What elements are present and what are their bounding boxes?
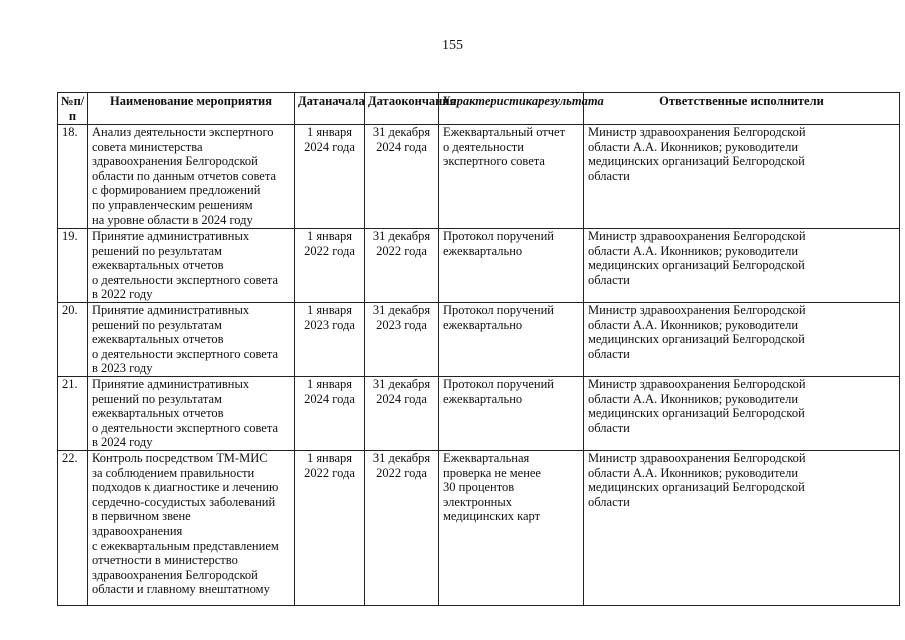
cell-text-line: в 2023 году bbox=[92, 361, 153, 376]
table-row bbox=[58, 229, 900, 303]
cell-text-line: за соблюдением правильности bbox=[92, 465, 255, 480]
start-date bbox=[295, 377, 365, 451]
cell-text-line: Министр здравоохранения Белгородской bbox=[588, 125, 806, 139]
cell-text-line: на уровне области в 2024 году bbox=[92, 212, 253, 227]
cell-text-line: в первичном звене bbox=[92, 509, 191, 524]
start-date bbox=[295, 229, 365, 303]
cell-text-line: Принятие административных bbox=[92, 229, 250, 243]
activity-name bbox=[88, 125, 295, 229]
cell-text-line: Контроль посредством ТМ-МИС bbox=[92, 451, 268, 465]
cell-text-line: по управленческим решениям bbox=[92, 197, 253, 212]
cell-text-line: 2022 года bbox=[304, 243, 355, 258]
cell-text-line: области А.А. Иконников; руководители bbox=[588, 243, 799, 258]
cell-text-line: области А.А. Иконников; руководители bbox=[588, 391, 799, 406]
cell-text-line: 2023 года bbox=[304, 317, 355, 332]
cell-text-line: ежеквартально bbox=[443, 317, 523, 332]
row-number: 20. bbox=[58, 303, 88, 377]
cell-text-line: 31 декабря bbox=[372, 377, 431, 391]
cell-text-line: области по данным отчетов совета bbox=[92, 168, 276, 183]
cell-text-line: Министр здравоохранения Белгородской bbox=[588, 377, 806, 391]
table-row bbox=[58, 451, 900, 606]
activity-name bbox=[88, 303, 295, 377]
cell-text-line: 2022 года bbox=[376, 465, 427, 480]
cell-text-line: 2022 года bbox=[304, 465, 355, 480]
cell-text-line: начала bbox=[325, 94, 365, 108]
cell-text-line: подходов к диагностике и лечению bbox=[92, 480, 279, 495]
result-characteristic bbox=[439, 229, 584, 303]
cell-text-line: экспертного совета bbox=[443, 154, 545, 169]
cell-text-line: 31 декабря bbox=[372, 303, 431, 317]
cell-text-line: сердечно-сосудистых заболеваний bbox=[92, 494, 276, 509]
cell-text-line: Принятие административных bbox=[92, 303, 250, 317]
cell-text-line: области bbox=[588, 494, 630, 509]
cell-text-line: ежеквартальных отчетов bbox=[92, 258, 224, 273]
cell-text-line: совета министерства bbox=[92, 139, 203, 154]
cell-text-line: области А.А. Иконников; руководители bbox=[588, 465, 799, 480]
cell-text-line: в 2024 году bbox=[92, 435, 153, 450]
cell-text-line: о деятельности bbox=[443, 139, 524, 154]
cell-text-line: Ежеквартальная bbox=[443, 451, 530, 465]
responsible-executors bbox=[584, 229, 900, 303]
cell-text-line: о деятельности экспертного совета bbox=[92, 272, 278, 287]
cell-text-line: результата bbox=[538, 94, 604, 108]
cell-text-line: 2024 года bbox=[376, 139, 427, 154]
responsible-executors bbox=[584, 125, 900, 229]
cell-text-line: области А.А. Иконников; руководители bbox=[588, 317, 799, 332]
cell-text-line: Наименование мероприятия bbox=[110, 94, 272, 108]
end-date bbox=[365, 229, 439, 303]
cell-text-line: 31 декабря bbox=[372, 125, 431, 139]
cell-text-line: здравоохранения bbox=[92, 523, 183, 538]
activity-name bbox=[88, 377, 295, 451]
activity-name bbox=[88, 229, 295, 303]
responsible-executors bbox=[584, 377, 900, 451]
cell-text-line: ежеквартальных отчетов bbox=[92, 332, 224, 347]
cell-text-line: области bbox=[588, 420, 630, 435]
cell-text-line: медицинских организаций Белгородской bbox=[588, 480, 805, 495]
cell-text-line: здравоохранения Белгородской bbox=[92, 567, 258, 582]
cell-text-line: 1 января bbox=[306, 451, 353, 465]
cell-text-line: Характеристика bbox=[442, 94, 539, 108]
cell-text-line: с формированием предложений bbox=[92, 183, 261, 198]
cell-text-line: Министр здравоохранения Белгородской bbox=[588, 229, 806, 243]
cell-text-line: области А.А. Иконников; руководители bbox=[588, 139, 799, 154]
table-row bbox=[58, 377, 900, 451]
row-number: 22. bbox=[58, 451, 88, 606]
cell-text-line: Протокол поручений bbox=[443, 303, 554, 317]
end-date bbox=[365, 451, 439, 606]
header-end-date bbox=[365, 93, 457, 125]
end-date bbox=[365, 377, 439, 451]
cell-text-line: решений по результатам bbox=[92, 317, 222, 332]
start-date bbox=[295, 451, 365, 606]
cell-text-line: 2024 года bbox=[304, 139, 355, 154]
cell-text-line: проверка не менее bbox=[443, 465, 541, 480]
cell-text-line: медицинских организаций Белгородской bbox=[588, 332, 805, 347]
cell-text-line: области bbox=[588, 168, 630, 183]
result-characteristic bbox=[439, 377, 584, 451]
cell-text-line: области и главному внештатному bbox=[92, 582, 270, 597]
cell-text-line: Ежеквартальный отчет bbox=[443, 125, 566, 139]
page-number: 155 bbox=[442, 38, 463, 53]
cell-text-line: Дата bbox=[368, 94, 396, 108]
result-characteristic bbox=[439, 451, 584, 606]
cell-text-line: решений по результатам bbox=[92, 243, 222, 258]
end-date bbox=[365, 125, 439, 229]
table-row bbox=[58, 303, 900, 377]
cell-text-line: Протокол поручений bbox=[443, 377, 554, 391]
start-date bbox=[295, 125, 365, 229]
result-characteristic bbox=[439, 303, 584, 377]
cell-text-line: отчетности в министерство bbox=[92, 553, 238, 568]
responsible-executors bbox=[584, 303, 900, 377]
cell-text-line: п/п bbox=[68, 94, 85, 123]
cell-text-line: 31 декабря bbox=[372, 229, 431, 243]
cell-text-line: № bbox=[61, 94, 74, 108]
cell-text-line: медицинских организаций Белгородской bbox=[588, 154, 805, 169]
cell-text-line: решений по результатам bbox=[92, 391, 222, 406]
cell-text-line: 30 процентов bbox=[443, 480, 515, 495]
header-start-date bbox=[295, 93, 365, 125]
cell-text-line: 31 декабря bbox=[372, 451, 431, 465]
header-responsible bbox=[584, 93, 900, 125]
cell-text-line: Принятие административных bbox=[92, 377, 250, 391]
header-result-characteristic bbox=[439, 93, 604, 125]
cell-text-line: области bbox=[588, 346, 630, 361]
activity-name bbox=[88, 451, 295, 606]
cell-text-line: 1 января bbox=[306, 377, 353, 391]
cell-text-line: 2024 года bbox=[376, 391, 427, 406]
header-num bbox=[58, 93, 88, 125]
cell-text-line: Ответственные исполнители bbox=[659, 94, 824, 108]
row-number: 19. bbox=[58, 229, 88, 303]
cell-text-line: ежеквартальных отчетов bbox=[92, 406, 224, 421]
cell-text-line: Министр здравоохранения Белгородской bbox=[588, 451, 806, 465]
cell-text-line: 2024 года bbox=[304, 391, 355, 406]
cell-text-line: Анализ деятельности экспертного bbox=[92, 125, 274, 139]
cell-text-line: ежеквартально bbox=[443, 243, 523, 258]
table-row bbox=[58, 125, 900, 229]
result-characteristic bbox=[439, 125, 584, 229]
cell-text-line: о деятельности экспертного совета bbox=[92, 346, 278, 361]
header-name bbox=[88, 93, 295, 125]
cell-text-line: Протокол поручений bbox=[443, 229, 554, 243]
row-number: 18. bbox=[58, 125, 88, 229]
cell-text-line: здравоохранения Белгородской bbox=[92, 154, 258, 169]
cell-text-line: Дата bbox=[298, 94, 326, 108]
cell-text-line: 2022 года bbox=[376, 243, 427, 258]
table-header-row bbox=[58, 93, 900, 125]
cell-text-line: о деятельности экспертного совета bbox=[92, 420, 278, 435]
cell-text-line: медицинских карт bbox=[443, 509, 541, 524]
cell-text-line: области bbox=[588, 272, 630, 287]
responsible-executors bbox=[584, 451, 900, 606]
cell-text-line: 1 января bbox=[306, 229, 353, 243]
cell-text-line: окончания bbox=[395, 94, 457, 108]
cell-text-line: медицинских организаций Белгородской bbox=[588, 406, 805, 421]
start-date bbox=[295, 303, 365, 377]
cell-text-line: в 2022 году bbox=[92, 287, 153, 302]
cell-text-line: 1 января bbox=[306, 303, 353, 317]
cell-text-line: медицинских организаций Белгородской bbox=[588, 258, 805, 273]
row-number: 21. bbox=[58, 377, 88, 451]
cell-text-line: Министр здравоохранения Белгородской bbox=[588, 303, 806, 317]
cell-text-line: с ежеквартальным представлением bbox=[92, 538, 279, 553]
activities-table bbox=[57, 92, 900, 606]
cell-text-line: 1 января bbox=[306, 125, 353, 139]
cell-text-line: ежеквартально bbox=[443, 391, 523, 406]
end-date bbox=[365, 303, 439, 377]
cell-text-line: 2023 года bbox=[376, 317, 427, 332]
cell-text-line: электронных bbox=[443, 494, 512, 509]
